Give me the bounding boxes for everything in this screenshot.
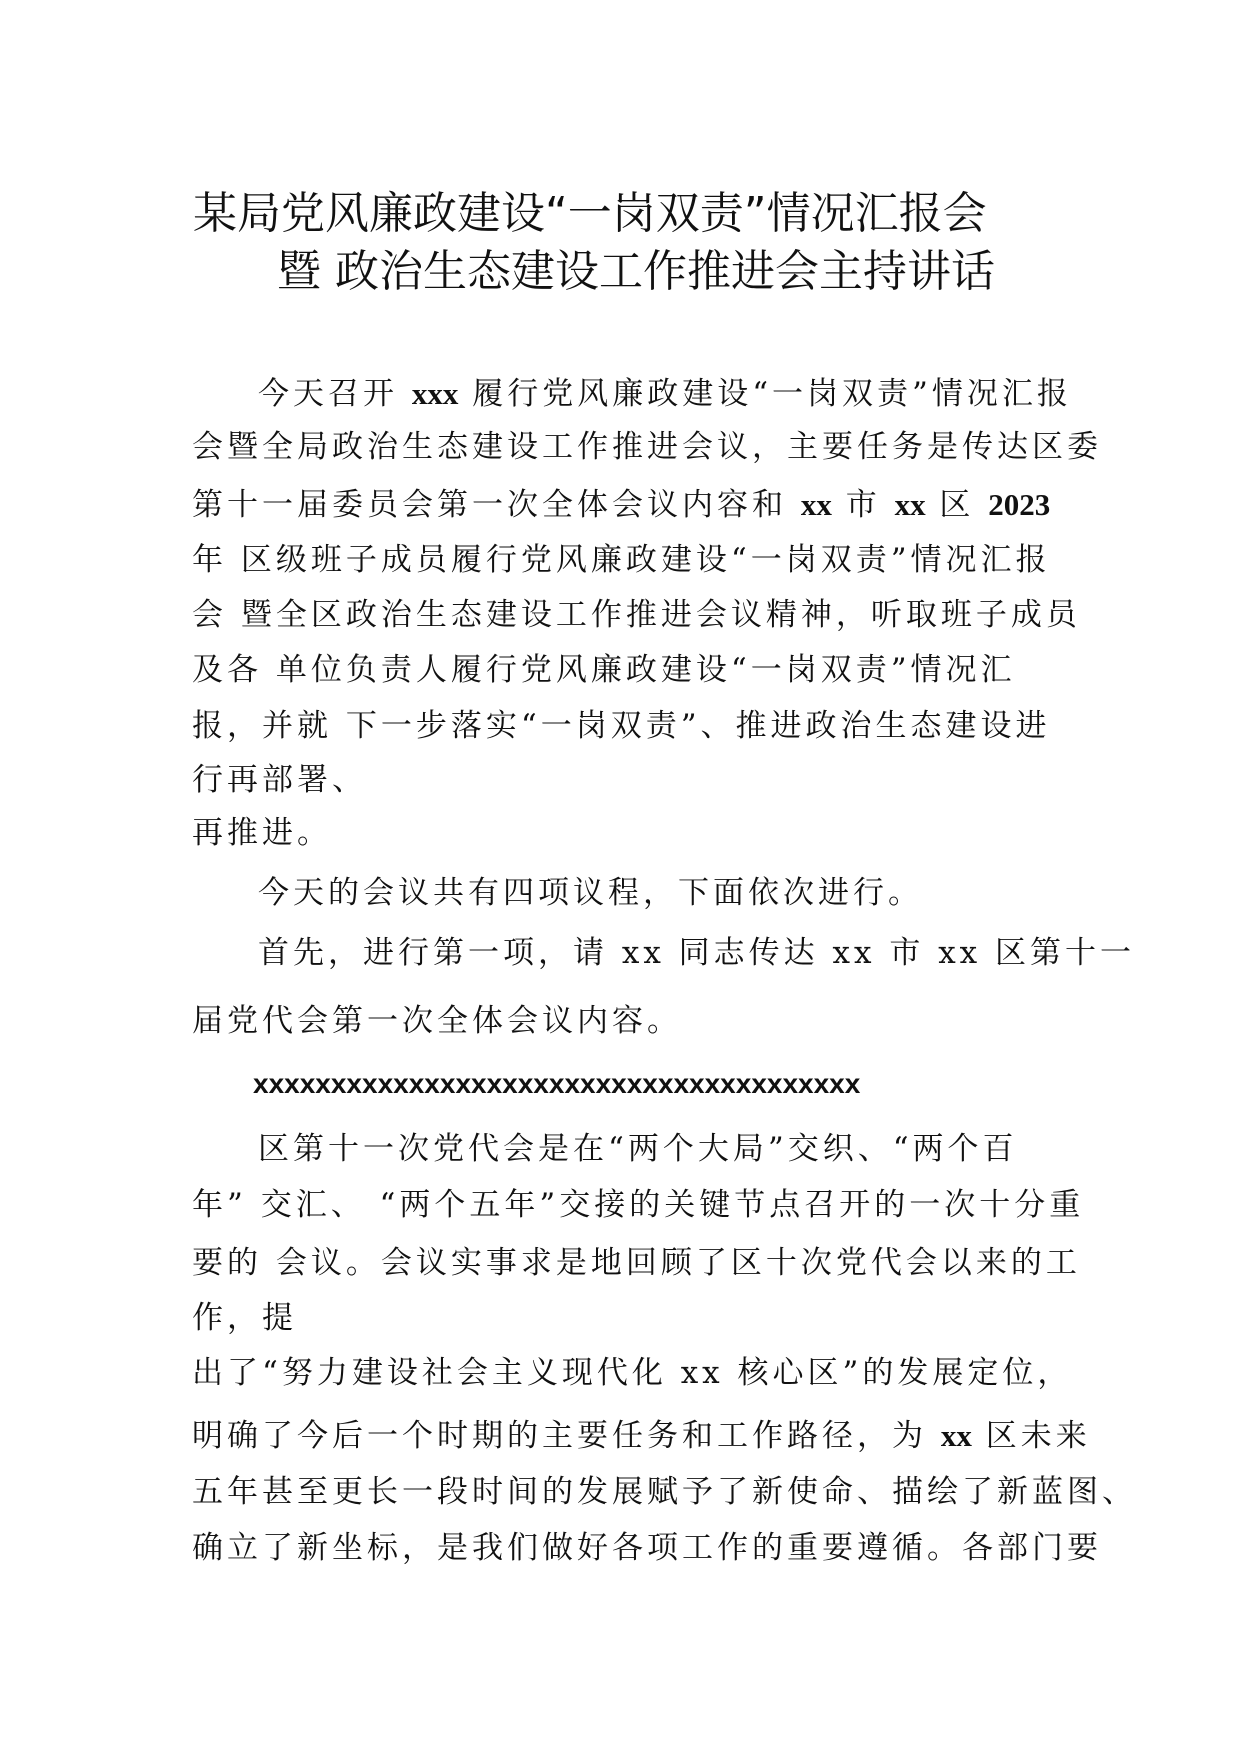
text-segment: 履行党风廉政建设“一岗双责”情况汇报 bbox=[458, 376, 1072, 412]
text-segment-bold: 2023 bbox=[988, 487, 1051, 522]
paragraph-2: 今天的会议共有四项议程，下面依次进行。 bbox=[258, 875, 923, 911]
text-segment: 报，并就 下一步落实“一岗双责”、推进政治生态建设进 bbox=[192, 708, 1051, 744]
text-segment: 区未来 bbox=[971, 1418, 1091, 1454]
paragraph-1-line-6 bbox=[192, 652, 1016, 688]
paragraph-1-line-4 bbox=[192, 542, 1051, 578]
text-segment: 会暨全局政治生态建设工作推进会议，主要任务是传达区委 bbox=[192, 429, 1102, 465]
text-segment-bold: xx bbox=[940, 1418, 972, 1453]
paragraph-1-line-9 bbox=[192, 815, 332, 851]
paragraph-4-line-3: 要的 会议。会议实事求是地回顾了区十次党代会以来的工 bbox=[192, 1245, 1081, 1281]
text-segment: 再推进。 bbox=[192, 815, 332, 851]
paragraph-4-line-8: 确立了新坐标，是我们做好各项工作的重要遵循。各部门要 bbox=[192, 1530, 1102, 1566]
text-segment: 今天召开 bbox=[258, 376, 412, 412]
paragraph-1-line-7 bbox=[192, 708, 1051, 744]
paragraph-1-line-5 bbox=[192, 597, 1081, 633]
document-title-line-1: 某局党风廉政建设“一岗双责”情况汇报会 bbox=[193, 188, 987, 239]
paragraph-4-line-5: 出了“努力建设社会主义现代化 xx 核心区”的发展定位， bbox=[192, 1355, 1073, 1391]
text-segment: 行再部署、 bbox=[192, 762, 367, 798]
text-segment: 年 区级班子成员履行党风廉政建设“一岗双责”情况汇报 bbox=[192, 542, 1051, 578]
text-segment: 明确了今后一个时期的主要任务和工作路径，为 bbox=[192, 1418, 941, 1454]
text-segment: 第十一届委员会第一次全体会议内容和 bbox=[192, 487, 801, 523]
paragraph-3-line-1: 首先，进行第一项，请 xx 同志传达 xx 市 xx 区第十一 bbox=[258, 935, 1136, 971]
text-segment-bold: xx bbox=[894, 487, 926, 522]
document-title-line-2: 暨 政治生态建设工作推进会主持讲话 bbox=[277, 246, 995, 297]
paragraph-3-line-2: 届党代会第一次全体会议内容。 bbox=[192, 1003, 682, 1039]
text-segment: 市 bbox=[831, 487, 895, 523]
speaker-placeholder-line: xxxxxxxxxxxxxxxxxxxxxxxxxxxxxxxxxxxxxxx bbox=[253, 1068, 861, 1099]
text-segment-bold: xxx bbox=[411, 376, 459, 411]
paragraph-4-line-4: 作，提 bbox=[192, 1300, 297, 1336]
paragraph-1-line-3 bbox=[192, 489, 1050, 521]
text-segment: 及各 单位负责人履行党风廉政建设“一岗双责”情况汇 bbox=[192, 652, 1016, 688]
paragraph-1-line-8 bbox=[192, 762, 367, 798]
text-segment: 区 bbox=[925, 487, 989, 523]
paragraph-4-line-1: 区第十一次党代会是在“两个大局”交织、“两个百 bbox=[258, 1131, 1018, 1167]
paragraph-1-line-1 bbox=[258, 378, 1072, 410]
paragraph-4-line-6 bbox=[192, 1420, 1091, 1452]
text-segment: 会 暨全区政治生态建设工作推进会议精神，听取班子成员 bbox=[192, 597, 1081, 633]
paragraph-4-line-2: 年” 交汇、 “两个五年”交接的关键节点召开的一次十分重 bbox=[192, 1187, 1085, 1223]
paragraph-4-line-7: 五年甚至更长一段时间的发展赋予了新使命、描绘了新蓝图、 bbox=[192, 1474, 1137, 1510]
text-segment-bold: xx bbox=[800, 487, 832, 522]
paragraph-1-line-2 bbox=[192, 429, 1102, 465]
